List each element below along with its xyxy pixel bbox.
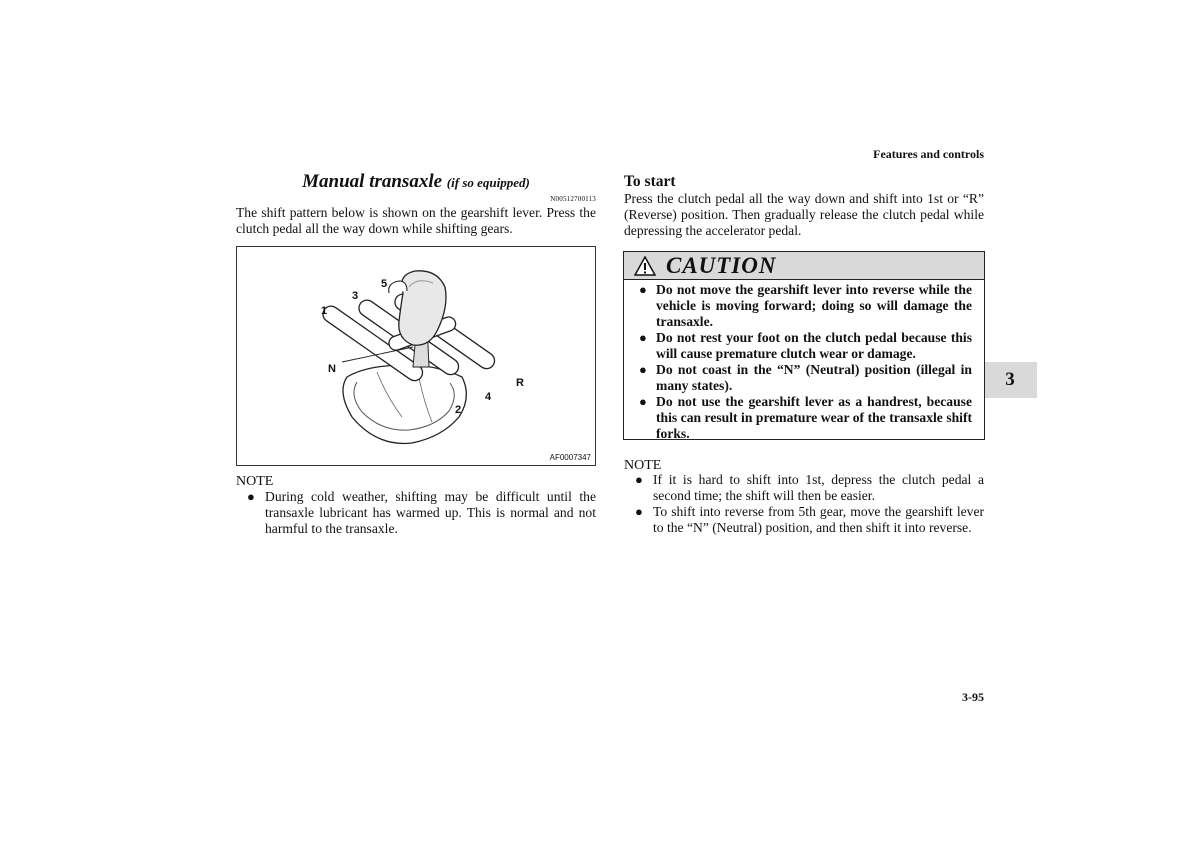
gear-label-4: 4 xyxy=(485,391,492,403)
bullet-icon: ● xyxy=(639,362,647,377)
bullet-icon: ● xyxy=(639,282,647,297)
bullet-icon: ● xyxy=(639,330,647,345)
list-item xyxy=(626,282,972,330)
section-header: Features and controls xyxy=(873,147,984,161)
right-note-list xyxy=(608,472,984,536)
start-paragraph: Press the clutch pedal all the way down and shift into 1st or “R” (Reverse) position. Then gradually release the clutch pedal while depressing the accelerator pedal. xyxy=(624,191,984,238)
gearshift-illustration xyxy=(237,247,595,465)
caution-box xyxy=(623,251,985,440)
list-item xyxy=(626,362,972,394)
right-note-label: NOTE xyxy=(624,458,662,473)
left-note-list xyxy=(236,489,596,537)
list-item xyxy=(608,504,984,536)
page-number: 3-95 xyxy=(962,690,984,704)
list-item xyxy=(626,394,972,442)
warning-triangle-icon xyxy=(634,256,656,276)
bullet-icon: ● xyxy=(635,504,643,519)
gear-label-2: 2 xyxy=(455,404,462,416)
gear-label-r: R xyxy=(516,377,524,389)
title-text: Manual transaxle xyxy=(302,171,443,192)
gear-label-5: 5 xyxy=(381,278,388,290)
page-title xyxy=(236,171,596,193)
caution-text: Do not use the gearshift lever as a handrest, because this can result in premature wear of the transaxle shift forks. xyxy=(656,394,972,441)
gear-label-3: 3 xyxy=(352,290,359,302)
intro-paragraph: The shift pattern below is shown on the gearshift lever. Press the clutch pedal all the way down while shifting gears. xyxy=(236,205,596,236)
title-suffix: (if so equipped) xyxy=(446,175,530,190)
note-text: To shift into reverse from 5th gear, move the gearshift lever to the “N” (Neutral) position, and then shift it into reverse. xyxy=(653,504,984,535)
left-note-label: NOTE xyxy=(236,474,274,489)
section-heading: To start xyxy=(624,173,676,190)
bullet-icon: ● xyxy=(247,489,255,504)
caution-text: Do not move the gearshift lever into reverse while the vehicle is moving forward; doing so will damage the transaxle. xyxy=(656,282,972,329)
bullet-icon: ● xyxy=(639,394,647,409)
gear-label-n: N xyxy=(328,363,336,375)
figure-caption: AF0007347 xyxy=(549,453,591,462)
shift-pattern-figure xyxy=(236,246,596,466)
list-item xyxy=(608,472,984,504)
caution-text: Do not coast in the “N” (Neutral) position (illegal in many states). xyxy=(656,362,972,393)
note-text: During cold weather, shifting may be difficult until the transaxle lubricant has warmed up. This is normal and not harmful to the transaxle. xyxy=(265,489,596,536)
caution-list xyxy=(624,280,984,442)
reference-code: N00512700113 xyxy=(550,195,596,203)
bullet-icon: ● xyxy=(635,472,643,487)
caution-header xyxy=(624,252,984,280)
list-item xyxy=(626,330,972,362)
caution-text: Do not rest your foot on the clutch pedal because this will cause premature clutch wear or damage. xyxy=(656,330,972,361)
note-text: If it is hard to shift into 1st, depress the clutch pedal a second time; the shift will then be easier. xyxy=(653,472,984,503)
chapter-number: 3 xyxy=(1005,369,1015,390)
list-item xyxy=(236,489,596,537)
gear-label-1: 1 xyxy=(321,305,328,317)
caution-title: CAUTION xyxy=(666,252,777,278)
chapter-tab xyxy=(983,362,1037,398)
